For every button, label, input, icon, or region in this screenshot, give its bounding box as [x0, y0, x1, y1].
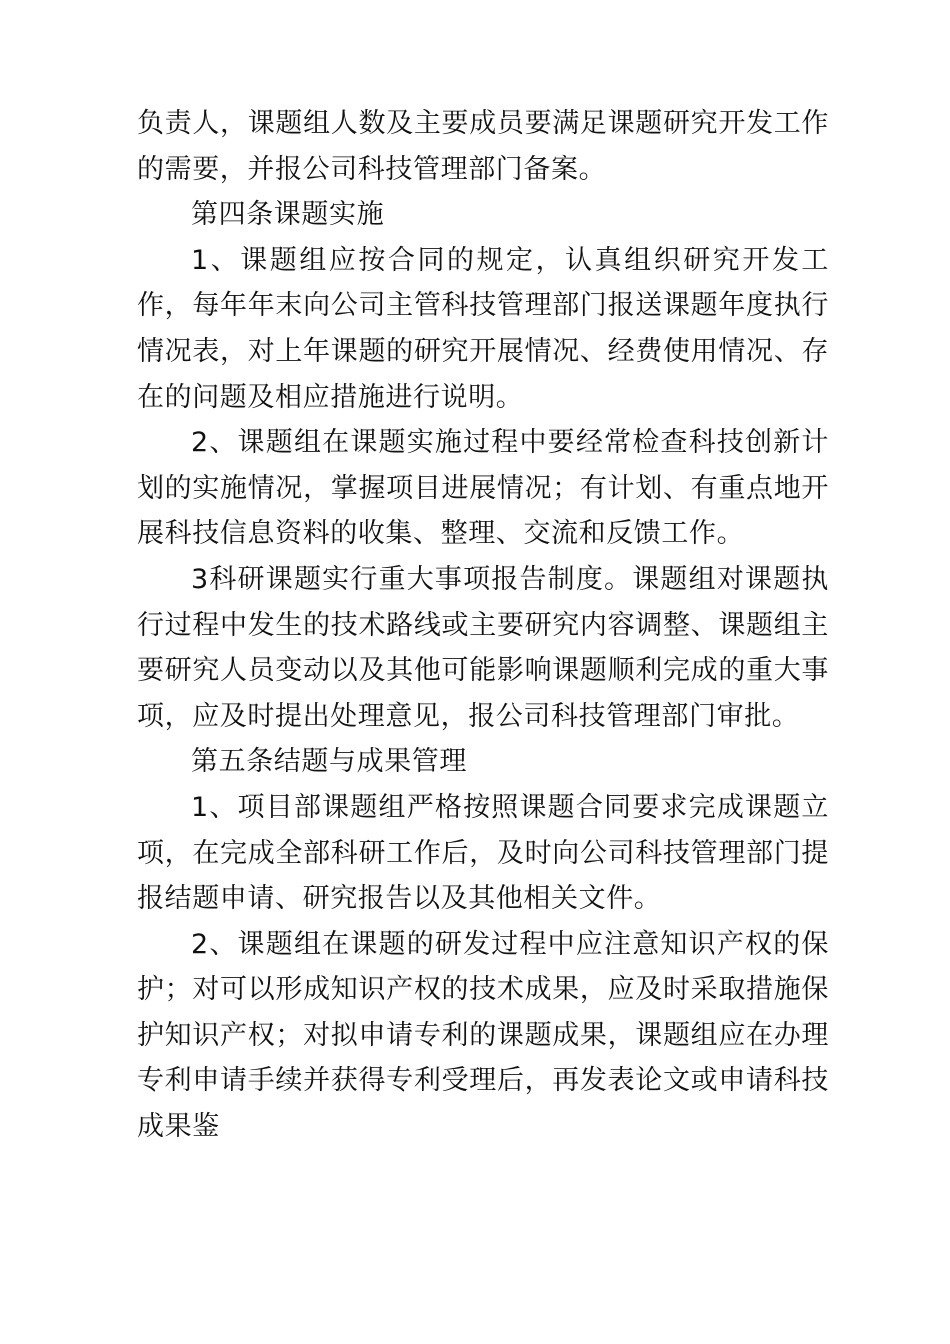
- paragraph-item-1: 1、课题组应按合同的规定，认真组织研究开发工作，每年年末向公司主管科技管理部门报送课题年度执行情况表，对上年课题的研究开展情况、经费使用情况、存在的问题及相应措施进行说明。: [137, 244, 829, 413]
- section-heading-article-5: 第五条结题与成果管理: [191, 746, 467, 778]
- paragraph-item-2-results: 2、课题组在课题的研发过程中应注意知识产权的保护；对可以形成知识产权的技术成果，应及时采取措施保护知识产权；对拟申请专利的课题成果，课题组应在办理专利申请手续并获得专利受理后，再发表论文或申请科技成果鉴: [137, 928, 829, 1143]
- paragraph-item-2: 2、课题组在课题实施过程中要经常检查科技创新计划的实施情况，掌握项目进展情况；有计划、有重点地开展科技信息资料的收集、整理、交流和反馈工作。: [137, 427, 829, 550]
- document-body: [137, 101, 829, 1150]
- section-heading-article-4: 第四条课题实施: [191, 199, 385, 231]
- paragraph-item-1-results: 1、项目部课题组严格按照课题合同要求完成课题立项，在完成全部科研工作后，及时向公司科技管理部门提报结题申请、研究报告以及其他相关文件。: [137, 791, 829, 915]
- paragraph-item-3: 3科研课题实行重大事项报告制度。课题组对课题执行过程中发生的技术路线或主要研究内容调整、课题组主要研究人员变动以及其他可能影响课题顺利完成的重大事项，应及时提出处理意见，报公司科技管理部门审批。: [137, 563, 829, 732]
- paragraph-continuation: 负责人，课题组人数及主要成员要满足课题研究开发工作的需要，并报公司科技管理部门备案。: [137, 108, 829, 185]
